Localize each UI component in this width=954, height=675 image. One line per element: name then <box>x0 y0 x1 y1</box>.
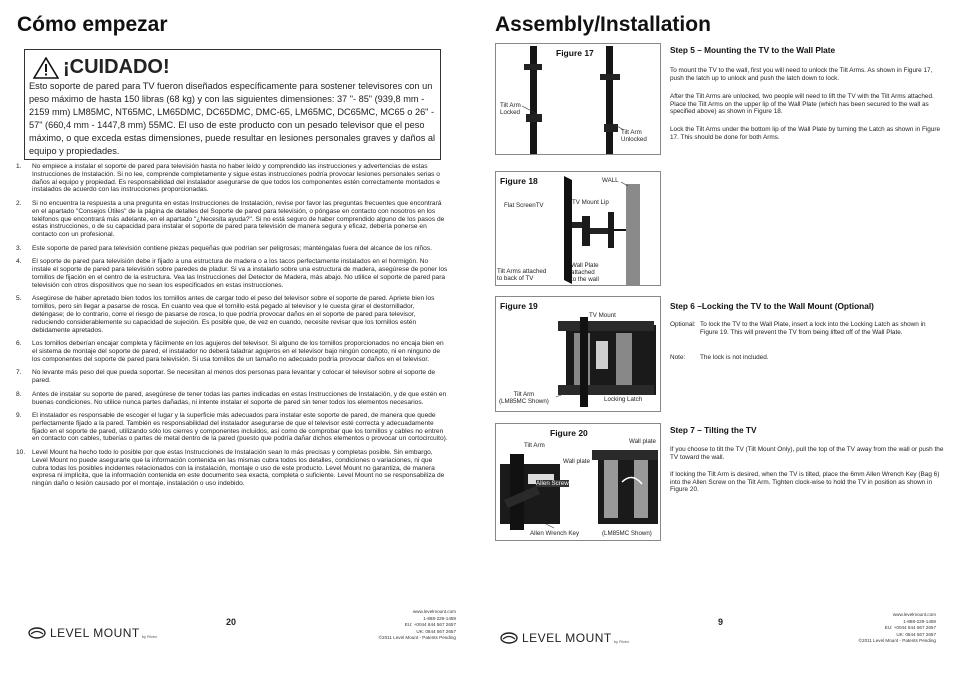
label-tilt-arm-locked: Tilt Arm Locked <box>500 102 521 116</box>
step-6-heading: Step 6 –Locking the TV to the Wall Mount (Optional) <box>670 301 874 311</box>
figure-20 <box>495 423 661 541</box>
list-item: 8. Antes de instalar su soporte de pared, asegúrese de tener todas las partes indicadas en estas Instrucciones de Instalación, y de que estén en buenas condiciones. No utilice nunca partes dañadas, ni intente instalar el soporte de pared sin tener todos los elementos necesarios. <box>16 390 447 406</box>
label-tilt-arm-shown: Tilt Arm (LM85MC Shown) <box>499 391 549 405</box>
step-6-optional-label: Optional: <box>670 321 696 328</box>
label-locking-latch: Locking Latch <box>604 396 643 403</box>
page-number-left: 20 <box>226 617 237 627</box>
label-wall: WALL <box>602 177 619 184</box>
list-item: 7. No levante más peso del que pueda soportar. Se necesitan al menos dos personas para levantar y colocar el televisor sobre el soporte de pared. <box>16 369 436 385</box>
label-tilt-arm-unlocked: Tilt Arm Unlocked <box>621 129 647 143</box>
step-5-heading: Step 5 – Mounting the TV to the Wall Plate <box>670 45 836 55</box>
label-tv-mount-lip: TV Mount Lip <box>572 199 609 206</box>
figure-18 <box>495 171 661 286</box>
list-item: 3. Este soporte de pared para televisión contiene piezas pequeñas que podrían ser peligrosas; manténgalas fuera del alcance de los niños. <box>16 244 432 252</box>
warning-box <box>24 49 441 160</box>
figure-17-title: Figure 17 <box>556 48 594 58</box>
level-mount-logo-icon <box>500 632 518 644</box>
brand-name: LEVEL MOUNT <box>50 626 140 640</box>
footer-contact-left: www.levelmount.com 1-888-229-1459 EU: +0044 844 567 2657 UK: 0844 567 2657 ©2011 Level Mount - Patents Pending <box>378 609 456 641</box>
label-wall-plate-1: Wall plate <box>629 438 656 445</box>
label-flat-screen-tv: Flat ScreenTV <box>504 202 544 209</box>
label-allen-wrench-key: Allen Wrench Key <box>530 530 580 537</box>
warning-triangle-icon <box>33 57 59 79</box>
list-item: 10. Level Mount ha hecho todo lo posible por que estas Instrucciones de Instalación sean lo más precisas y completas posible. Sin embargo, Level Mount no puede asegurarle que la información contenida en las mismas cubra todos los detalles, condiciones o variaciones, ni que cubra todas los posibles incidentes relacionados con la instalación, montaje o uso de este producto. Level Mount no garantiza, de manera expresa ni implícita, que la información contenida en este documento sea exacta, completa o suficiente. Level Mount no se responsabiliza de ningún daño o lesión causado por el montaje, instalación o uso indebido. <box>16 449 445 488</box>
page-number-right: 9 <box>718 617 724 627</box>
figure-18-title: Figure 18 <box>500 176 538 186</box>
label-tilt-arms-tv: Tilt Arms attached to back of TV <box>497 268 547 282</box>
list-item: 4. El soporte de pared para televisión debe ir fijado a una estructura de madera o a los tacos perfectamente instalados en el hormigón. No instale el soporte de pared para televisión sobre paredes de pladur. Si va a instalarlo sobre una estructura de madera, asegúrese de poner los tornillos de fijación en el centro de la estructura. Vea las Instrucciones del Detector de Madera, más abajo. No utilice el soporte de pared para televisión con otros dispositivos que no sean los especificados en estas instrucciones. <box>16 258 448 289</box>
step-6-note-label: Note: <box>670 354 686 361</box>
figure-19 <box>495 296 661 412</box>
figure-19-title: Figure 19 <box>500 301 538 311</box>
instructions-list <box>16 163 448 494</box>
brand-sub: by Rivex <box>141 633 158 639</box>
label-tv-mount: TV Mount <box>589 312 616 319</box>
figure-17 <box>495 43 661 155</box>
brand-logo-right <box>500 631 629 645</box>
list-item: 6. Los tornillos deberían encajar completa y fácilmente en los agujeros del televisor. Si alguno de los tornillos proporcionados no encaja bien en el sistema de montaje del soporte de pared, el instalador no deberá taladrar agujeros en el televisor bajo ningún concepto, ni en ninguno de los componentes del soporte de pared para televisión. Si usa tornillos de un tamaño no adecuado podría provocar daños en el televisor. <box>16 340 444 363</box>
brand-name: LEVEL MOUNT <box>522 631 612 645</box>
brand-logo-left <box>28 626 157 640</box>
step-7-paragraph-1: If you choose to tilt the TV (Tilt Mount Only), pull the top of the TV away from the wall or push the TV toward the wall. <box>670 446 944 461</box>
brand-sub: by Rivex <box>613 638 630 644</box>
warning-heading <box>33 56 170 79</box>
step-6-note-text: The lock is not included. <box>700 354 769 361</box>
step-5-paragraph-2: After the Tilt Arms are unlocked, two people will need to lift the TV with the Tilt Arms attached. Place the Tilt Arms on the upper lip of the Wall Plate (which has been secured to the wall as specified above) as shown in Figure 18. <box>670 93 934 116</box>
label-allen-screw: Allen Screw <box>536 480 569 487</box>
label-wall-plate-2: Wall plate <box>563 458 590 465</box>
list-item: 9. El instalador es responsable de escoger el lugar y la superficie más adecuados para instalar este soporte de pared, de manera que quede perfectamente fijado a la pared. También es responsabilidad del instalador asegurarse de que el televisor esté correcta y adecuadamente fijado en el soporte de pared, utilizando sólo los cierres y componentes incluidos, así como de comprobar que los tornillos y cables no entren en contacto con cables, tuberías o partes de metal dentro de la pared (puesto que podría dañar dichos elementos o provocar un cortocircuito). <box>16 412 448 443</box>
list-item: 1. No empiece a instalar el soporte de pared para televisión hasta no haber leído y comprendido las instrucciones y advertencias de estas Instrucciones de Instalación. Si no lee, comprende completamente y sigue estas instrucciones podría provocar lesiones personales serias o daños al equipo y propiedad. Es responsabilidad del instalador asegurarse de que todos los componentes estén correctamente montados e instalados de acuerdo con las instrucciones proporcionadas. <box>16 163 440 194</box>
warning-heading-text: ¡CUIDADO! <box>63 56 170 78</box>
figure-20-title: Figure 20 <box>550 428 588 438</box>
label-lm85mc-shown: (LM85MC Shown) <box>602 530 652 537</box>
step-7-paragraph-2: If locking the Tilt Arm is desired, when the TV is tilted, place the 6mm Allen Wrench Key (Bag 6) into the Allen Screw on the Tilt Arm. Tighten clock-wise to hold the TV in position as shown in Figure 20. <box>670 471 940 494</box>
list-item: 2. Si no encuentra la respuesta a una pregunta en estas Instrucciones de Instalación, revise por favor las preguntas frecuentes que encontrará en el apartado "Consejos Útiles" de la página de detalles del Soporte de pared para televisión, o póngase en contacto con nosotros en los teléfonos que encontrará más adelante, en el apartado "¿Necesita ayuda?". Si no está seguro de haber comprendido alguno de los pasos de estas instrucciones, o de su capacidad para instalar el soporte de pared para televisión de manera segura y eficaz, debería ponerse en contacto con un profesional. <box>16 199 445 239</box>
label-tilt-arm: Tilt Arm <box>524 442 545 449</box>
step-7-heading: Step 7 – Tilting the TV <box>670 425 757 435</box>
right-page-title: Assembly/Installation <box>495 13 711 36</box>
label-wall-plate: Wall Plate attached to the wall <box>571 262 599 283</box>
warning-body: Esto soporte de pared para TV fueron diseñados específicamente para sostener televisores con un peso máximo de hasta 150 libras (68 kg) y con las siguientes dimensiones: 37 "- 85" (939,8 mm - 2159 mm) LM85MC, NT65MC, LM65DMC, DC65DMC, DMC-65, LM65MC, DC65MC, MC65 o 26" - 57" (660,4 mm - 1447,8 mm) 55MC. El uso de este producto con un pesado televisor que el peso máximo, o que exceda estas dimensiones, puede resultar en lesiones personales graves y daños al equipo y propiedades. <box>29 81 436 156</box>
level-mount-logo-icon <box>28 627 46 639</box>
list-item: 5. Asegúrese de haber apretado bien todos los tornillos antes de cargar todo el peso del televisor sobre el soporte de pared. Apriete bien los tornillos, pero sin llegar a pasarse de rosca. En cuanto vea que el tornillo está pegado al televisor y le cuesta girar el destornillador, deténgase; de lo contrario, corre el riesgo de pasarse de rosca, lo que podría provocar daños en el soporte de pared para televisor, reduciendo considerablemente su capacidad de sujeción. Es posible que, de vez en cuando, necesite revisar que los tornillos estén debidamente apretados. <box>16 295 435 334</box>
step-5-paragraph-3: Lock the Tilt Arms under the bottom lip of the Wall Plate by turning the Latch as shown in Figure 17. This should be done for both Arms. <box>670 126 941 141</box>
step-5-paragraph-1: To mount the TV to the wall, first you will need to unlock the Tilt Arms. As shown in Figure 17, push the latch up to unlock and push the latch down to lock. <box>670 67 933 82</box>
step-6-optional-text: To lock the TV to the Wall Plate, insert a lock into the Locking Latch as shown in Figure 19. This will prevent the TV from being lifted off of the Wall Plate. <box>700 321 926 336</box>
left-page-title: Cómo empezar <box>17 13 168 36</box>
footer-contact-right: www.levelmount.com 1-888-229-1459 EU: +0044 844 567 2657 UK: 0844 567 2657 ©2011 Level Mount - Patents Pending <box>858 612 936 644</box>
